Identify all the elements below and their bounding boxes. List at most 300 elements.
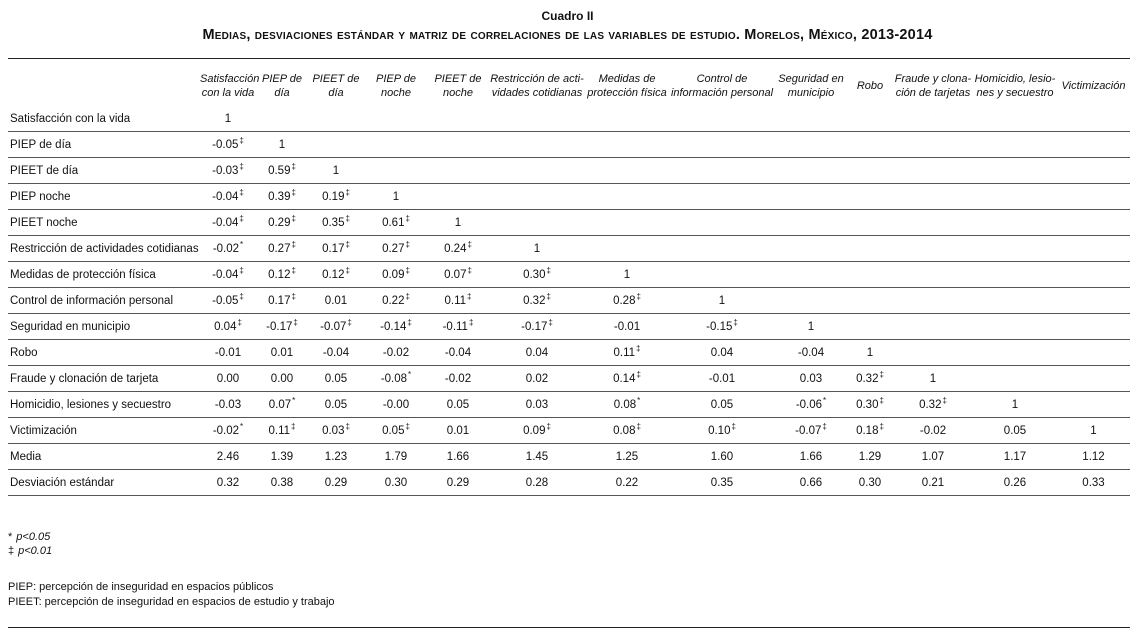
cell-value: 0.05 bbox=[324, 398, 348, 411]
table-cell bbox=[489, 288, 585, 314]
cell-value: 0.59 bbox=[268, 164, 291, 177]
significance-marker: ‡ bbox=[636, 421, 641, 431]
cell-value: 1.07 bbox=[921, 450, 945, 463]
row-label: Fraude y clonación de tarjeta bbox=[8, 366, 199, 392]
table-cell bbox=[489, 392, 585, 418]
table-cell bbox=[307, 158, 365, 184]
table-row bbox=[8, 106, 1130, 132]
cell-value: -0.01 bbox=[613, 320, 641, 333]
cell-value: 0.04 bbox=[214, 320, 237, 333]
table-cell bbox=[775, 366, 847, 392]
column-header: Fraude y clona- ción de tarjetas bbox=[894, 73, 972, 99]
table-cell bbox=[775, 106, 847, 132]
table-cell bbox=[775, 132, 847, 158]
cell-value: 2.46 bbox=[216, 450, 240, 463]
cell-value: 1.25 bbox=[615, 450, 639, 463]
cell-value: -0.00 bbox=[382, 398, 410, 411]
cell-value: 0.17 bbox=[322, 242, 345, 255]
table-row bbox=[8, 366, 1130, 392]
significance-marker: ‡ bbox=[879, 421, 884, 431]
row-label: Homicidio, lesiones y secuestro bbox=[8, 392, 199, 418]
cell-value: -0.06 bbox=[795, 398, 823, 411]
row-label: PIEP de día bbox=[8, 132, 199, 158]
significance-marker: ‡ bbox=[407, 317, 412, 327]
significance-marker: ‡ bbox=[405, 291, 410, 301]
table-cell bbox=[669, 340, 775, 366]
table-row bbox=[8, 236, 1130, 262]
cell-value: -0.02 bbox=[212, 242, 240, 255]
column-header: PIEP de día bbox=[262, 73, 302, 99]
table-cell bbox=[489, 262, 585, 288]
cell-value: 1 bbox=[224, 112, 232, 125]
table-cell bbox=[489, 418, 585, 444]
significance-marker: ‡ bbox=[546, 265, 551, 275]
cell-value: 0.18 bbox=[856, 424, 879, 437]
significance-marker: ‡ bbox=[731, 421, 736, 431]
cell-value: 0.07 bbox=[268, 398, 292, 411]
table-cell bbox=[427, 210, 489, 236]
table-cell bbox=[669, 288, 775, 314]
cell-value: -0.04 bbox=[212, 190, 239, 203]
cell-value: -0.02 bbox=[444, 372, 472, 385]
table-cell bbox=[365, 392, 427, 418]
significance-marker: ‡ bbox=[293, 317, 298, 327]
cell-value: 0.30 bbox=[856, 398, 879, 411]
table-cell bbox=[585, 132, 669, 158]
cell-value: 1 bbox=[392, 190, 400, 203]
significance-marker: ‡ bbox=[345, 213, 350, 223]
cell-value: 1.66 bbox=[446, 450, 470, 463]
significance-marker: * bbox=[823, 395, 827, 405]
significance-marker: ‡ bbox=[822, 421, 827, 431]
cell-value: -0.15 bbox=[706, 320, 733, 333]
cell-value: 0.28 bbox=[613, 294, 636, 307]
table-cell bbox=[585, 444, 669, 470]
significance-marker: ‡ bbox=[291, 161, 296, 171]
cell-value: -0.07 bbox=[320, 320, 347, 333]
table-cell bbox=[775, 470, 847, 496]
table-cell bbox=[199, 158, 257, 184]
table-cell bbox=[307, 392, 365, 418]
cell-value: 0.29 bbox=[268, 216, 291, 229]
cell-value: 0.00 bbox=[270, 372, 294, 385]
cell-value: -0.05 bbox=[212, 138, 239, 151]
table-cell bbox=[365, 418, 427, 444]
table-cell bbox=[257, 366, 307, 392]
table-cell bbox=[199, 210, 257, 236]
cell-value: 0.08 bbox=[613, 424, 636, 437]
table-row bbox=[8, 444, 1130, 470]
cell-value: -0.02 bbox=[919, 424, 947, 437]
table-cell bbox=[973, 288, 1057, 314]
significance-marker: ‡ bbox=[942, 395, 947, 405]
table-cell bbox=[669, 392, 775, 418]
table-cell bbox=[257, 262, 307, 288]
cell-value: -0.07 bbox=[795, 424, 822, 437]
table-cell bbox=[973, 236, 1057, 262]
cell-value: 1.39 bbox=[270, 450, 294, 463]
table-cell bbox=[893, 340, 973, 366]
significance-marker: ‡ bbox=[239, 265, 244, 275]
table-cell bbox=[257, 444, 307, 470]
table-cell bbox=[847, 444, 893, 470]
table-cell bbox=[199, 132, 257, 158]
row-label: PIEP noche bbox=[8, 184, 199, 210]
table-cell bbox=[1057, 236, 1130, 262]
significance-marker: ‡ bbox=[548, 317, 553, 327]
table-cell bbox=[307, 262, 365, 288]
cell-value: 0.22 bbox=[382, 294, 405, 307]
column-header: Control de información personal bbox=[670, 73, 774, 99]
bottom-rule bbox=[8, 627, 1130, 628]
table-cell bbox=[307, 314, 365, 340]
table-cell bbox=[893, 288, 973, 314]
column-header: PIEET de día bbox=[312, 73, 360, 99]
table-cell bbox=[847, 210, 893, 236]
abbreviation-line: PIEET: percepción de inseguridad en espacios de estudio y trabajo bbox=[8, 596, 335, 608]
table-cell bbox=[1057, 392, 1130, 418]
table-cell bbox=[365, 288, 427, 314]
cell-value: -0.04 bbox=[322, 346, 350, 359]
table-cell bbox=[365, 158, 427, 184]
column-header: Satisfacción con la vida bbox=[200, 73, 260, 99]
cell-value: -0.17 bbox=[521, 320, 548, 333]
table-cell bbox=[775, 392, 847, 418]
cell-value: 1 bbox=[332, 164, 340, 177]
cell-value: 0.61 bbox=[382, 216, 405, 229]
cell-value: 0.05 bbox=[382, 424, 405, 437]
table-cell bbox=[257, 288, 307, 314]
table-cell bbox=[307, 236, 365, 262]
abbreviation-notes bbox=[8, 580, 335, 610]
table-cell bbox=[847, 132, 893, 158]
table-cell bbox=[847, 184, 893, 210]
table-cell bbox=[257, 210, 307, 236]
cell-value: 1 bbox=[623, 268, 631, 281]
table-cell bbox=[669, 106, 775, 132]
significance-marker: ‡ bbox=[345, 421, 350, 431]
table-cell bbox=[585, 392, 669, 418]
significance-marker: * bbox=[240, 421, 244, 431]
table-cell bbox=[775, 314, 847, 340]
cell-value: 0.01 bbox=[270, 346, 294, 359]
significance-marker: ‡ bbox=[879, 395, 884, 405]
significance-marker: ‡ bbox=[467, 291, 472, 301]
significance-marker: ‡ bbox=[546, 421, 551, 431]
cell-value: -0.08 bbox=[380, 372, 408, 385]
table-cell bbox=[427, 340, 489, 366]
significance-marker: ‡ bbox=[467, 239, 472, 249]
table-cell bbox=[489, 470, 585, 496]
table-cell bbox=[847, 236, 893, 262]
table-cell bbox=[489, 236, 585, 262]
table-cell bbox=[365, 132, 427, 158]
table-cell bbox=[427, 366, 489, 392]
table-cell bbox=[307, 210, 365, 236]
table-cell bbox=[1057, 158, 1130, 184]
table-cell bbox=[585, 314, 669, 340]
cell-value: 0.11 bbox=[444, 294, 467, 307]
significance-marker: ‡ bbox=[239, 291, 244, 301]
table-cell bbox=[427, 418, 489, 444]
cell-value: 0.17 bbox=[268, 294, 291, 307]
table-cell bbox=[1057, 366, 1130, 392]
significance-marker: ‡ bbox=[239, 213, 244, 223]
significance-marker: ‡ bbox=[345, 187, 350, 197]
table-cell bbox=[489, 210, 585, 236]
table-cell bbox=[489, 132, 585, 158]
table-cell bbox=[427, 158, 489, 184]
cell-value: 0.03 bbox=[322, 424, 345, 437]
table-cell bbox=[585, 288, 669, 314]
table-cell bbox=[365, 236, 427, 262]
table-cell bbox=[365, 366, 427, 392]
cell-value: 0.12 bbox=[322, 268, 345, 281]
cell-value: -0.04 bbox=[212, 216, 239, 229]
table-cell bbox=[585, 210, 669, 236]
significance-marker: ‡ bbox=[345, 265, 350, 275]
significance-marker: ‡ bbox=[636, 291, 641, 301]
cell-value: -0.11 bbox=[442, 320, 468, 333]
cell-value: -0.02 bbox=[212, 424, 240, 437]
table-cell bbox=[365, 262, 427, 288]
column-header: PIEP de noche bbox=[376, 73, 416, 99]
table-cell bbox=[427, 132, 489, 158]
note-mark: * bbox=[8, 531, 13, 543]
row-label: Seguridad en municipio bbox=[8, 314, 199, 340]
table-cell bbox=[973, 444, 1057, 470]
table-cell bbox=[257, 132, 307, 158]
table-cell bbox=[585, 236, 669, 262]
row-label: PIEET de día bbox=[8, 158, 199, 184]
cell-value: 0.27 bbox=[268, 242, 291, 255]
significance-marker: ‡ bbox=[291, 239, 296, 249]
cell-value: 0.32 bbox=[523, 294, 546, 307]
row-label: Desviación estándar bbox=[8, 470, 199, 496]
table-cell bbox=[365, 184, 427, 210]
column-header: Homicidio, lesio- nes y secuestro bbox=[974, 73, 1056, 99]
table-cell bbox=[199, 470, 257, 496]
table-cell bbox=[427, 314, 489, 340]
cell-value: 0.04 bbox=[710, 346, 734, 359]
table-cell bbox=[893, 106, 973, 132]
table-cell bbox=[669, 418, 775, 444]
table-cell bbox=[847, 262, 893, 288]
cell-value: 0.30 bbox=[523, 268, 546, 281]
table-cell bbox=[199, 106, 257, 132]
top-rule bbox=[8, 58, 1130, 59]
table-cell bbox=[199, 314, 257, 340]
cell-value: 1.29 bbox=[858, 450, 882, 463]
row-label: Satisfacción con la vida bbox=[8, 106, 199, 132]
table-cell bbox=[669, 444, 775, 470]
table-cell bbox=[847, 470, 893, 496]
table-row bbox=[8, 314, 1130, 340]
table-cell bbox=[775, 288, 847, 314]
table-cell bbox=[973, 158, 1057, 184]
cell-value: 0.11 bbox=[268, 424, 291, 437]
table-cell bbox=[669, 470, 775, 496]
cell-value: 1 bbox=[1011, 398, 1019, 411]
row-label: PIEET noche bbox=[8, 210, 199, 236]
note-text: p<0.05 bbox=[16, 531, 51, 543]
table-cell bbox=[257, 184, 307, 210]
table-cell bbox=[257, 158, 307, 184]
header-row bbox=[8, 66, 1130, 106]
table-cell bbox=[489, 314, 585, 340]
cell-value: 0.22 bbox=[615, 476, 639, 489]
cell-value: 0.21 bbox=[921, 476, 945, 489]
table-cell bbox=[199, 392, 257, 418]
table-cell bbox=[1057, 106, 1130, 132]
table-cell bbox=[427, 470, 489, 496]
table-caption: Cuadro II bbox=[541, 9, 594, 23]
table-cell bbox=[585, 262, 669, 288]
table-cell bbox=[427, 106, 489, 132]
table-cell bbox=[973, 262, 1057, 288]
column-header: Medidas de protección física bbox=[587, 73, 667, 99]
cell-value: 0.12 bbox=[268, 268, 291, 281]
table-cell bbox=[257, 340, 307, 366]
table-cell bbox=[669, 184, 775, 210]
cell-value: -0.17 bbox=[266, 320, 293, 333]
cell-value: 0.30 bbox=[384, 476, 408, 489]
table-cell bbox=[427, 262, 489, 288]
table-body bbox=[8, 106, 1130, 496]
table-cell bbox=[257, 392, 307, 418]
column-header: Seguridad en municipio bbox=[778, 73, 844, 99]
cell-value: 0.08 bbox=[613, 398, 637, 411]
cell-value: 0.32 bbox=[856, 372, 879, 385]
significance-marker: ‡ bbox=[239, 135, 244, 145]
table-cell bbox=[847, 288, 893, 314]
table-cell bbox=[669, 132, 775, 158]
table-cell bbox=[1057, 418, 1130, 444]
cell-value: 0.32 bbox=[216, 476, 240, 489]
significance-marker: ‡ bbox=[636, 369, 641, 379]
significance-marker: ‡ bbox=[239, 161, 244, 171]
cell-value: 0.02 bbox=[525, 372, 549, 385]
cell-value: 0.07 bbox=[444, 268, 467, 281]
table-cell bbox=[489, 366, 585, 392]
table-cell bbox=[585, 184, 669, 210]
significance-marker: * bbox=[408, 369, 412, 379]
cell-value: -0.04 bbox=[797, 346, 825, 359]
table-cell bbox=[973, 314, 1057, 340]
table-cell bbox=[489, 106, 585, 132]
table-cell bbox=[847, 314, 893, 340]
cell-value: 0.04 bbox=[525, 346, 549, 359]
table-cell bbox=[427, 236, 489, 262]
table-cell bbox=[489, 340, 585, 366]
table-cell bbox=[307, 288, 365, 314]
significance-marker: ‡ bbox=[345, 239, 350, 249]
table-cell bbox=[893, 418, 973, 444]
table-cell bbox=[1057, 210, 1130, 236]
table-cell bbox=[1057, 288, 1130, 314]
significance-marker: ‡ bbox=[733, 317, 738, 327]
cell-value: 0.09 bbox=[523, 424, 546, 437]
table-cell bbox=[365, 314, 427, 340]
significance-notes bbox=[8, 530, 52, 558]
note-line bbox=[8, 530, 52, 544]
significance-marker: * bbox=[240, 239, 244, 249]
cell-value: 1.23 bbox=[324, 450, 348, 463]
cell-value: 0.26 bbox=[1003, 476, 1027, 489]
significance-marker: ‡ bbox=[405, 239, 410, 249]
row-label: Restricción de actividades cotidianas bbox=[8, 236, 199, 262]
cell-value: 1 bbox=[1090, 424, 1097, 437]
table-cell bbox=[365, 106, 427, 132]
table-row bbox=[8, 210, 1130, 236]
column-header: Robo bbox=[856, 80, 884, 92]
table-cell bbox=[1057, 262, 1130, 288]
cell-value: 0.35 bbox=[322, 216, 345, 229]
cell-value: 1.60 bbox=[710, 450, 734, 463]
table-cell bbox=[893, 210, 973, 236]
table-cell bbox=[1057, 470, 1130, 496]
table-cell bbox=[1057, 340, 1130, 366]
column-header: Restricción de acti- vidades cotidianas bbox=[490, 73, 584, 99]
table-cell bbox=[973, 366, 1057, 392]
cell-value: -0.01 bbox=[214, 346, 242, 359]
table-cell bbox=[669, 210, 775, 236]
table-cell bbox=[847, 158, 893, 184]
cell-value: 0.11 bbox=[613, 346, 636, 359]
significance-marker: ‡ bbox=[291, 265, 296, 275]
significance-marker: ‡ bbox=[468, 317, 474, 327]
table-row bbox=[8, 184, 1130, 210]
significance-marker: * bbox=[637, 395, 641, 405]
table-cell bbox=[199, 288, 257, 314]
table-cell bbox=[427, 288, 489, 314]
note-line bbox=[8, 544, 52, 558]
cell-value: 0.05 bbox=[710, 398, 734, 411]
table-cell bbox=[893, 236, 973, 262]
cell-value: 0.14 bbox=[613, 372, 636, 385]
table-row bbox=[8, 340, 1130, 366]
table-cell bbox=[257, 470, 307, 496]
cell-value: 0.01 bbox=[446, 424, 470, 437]
table-cell bbox=[585, 158, 669, 184]
table-cell bbox=[973, 392, 1057, 418]
table-cell bbox=[1057, 314, 1130, 340]
correlation-table bbox=[8, 66, 1130, 496]
significance-marker: * bbox=[292, 395, 296, 405]
cell-value: 0.27 bbox=[382, 242, 405, 255]
table-cell bbox=[199, 262, 257, 288]
cell-value: -0.03 bbox=[212, 164, 239, 177]
table-cell bbox=[257, 314, 307, 340]
row-label: Medidas de protección física bbox=[8, 262, 199, 288]
table-row bbox=[8, 470, 1130, 496]
table-cell bbox=[893, 132, 973, 158]
table-cell bbox=[199, 236, 257, 262]
table-cell bbox=[669, 236, 775, 262]
table-cell bbox=[973, 340, 1057, 366]
table-cell bbox=[973, 210, 1057, 236]
cell-value: -0.04 bbox=[444, 346, 472, 359]
significance-marker: ‡ bbox=[636, 343, 641, 353]
table-cell bbox=[893, 444, 973, 470]
table-cell bbox=[307, 366, 365, 392]
table-cell bbox=[775, 184, 847, 210]
cell-value: 0.05 bbox=[446, 398, 470, 411]
table-cell bbox=[669, 262, 775, 288]
cell-value: 1 bbox=[866, 346, 874, 359]
table-cell bbox=[257, 418, 307, 444]
table-cell bbox=[847, 418, 893, 444]
